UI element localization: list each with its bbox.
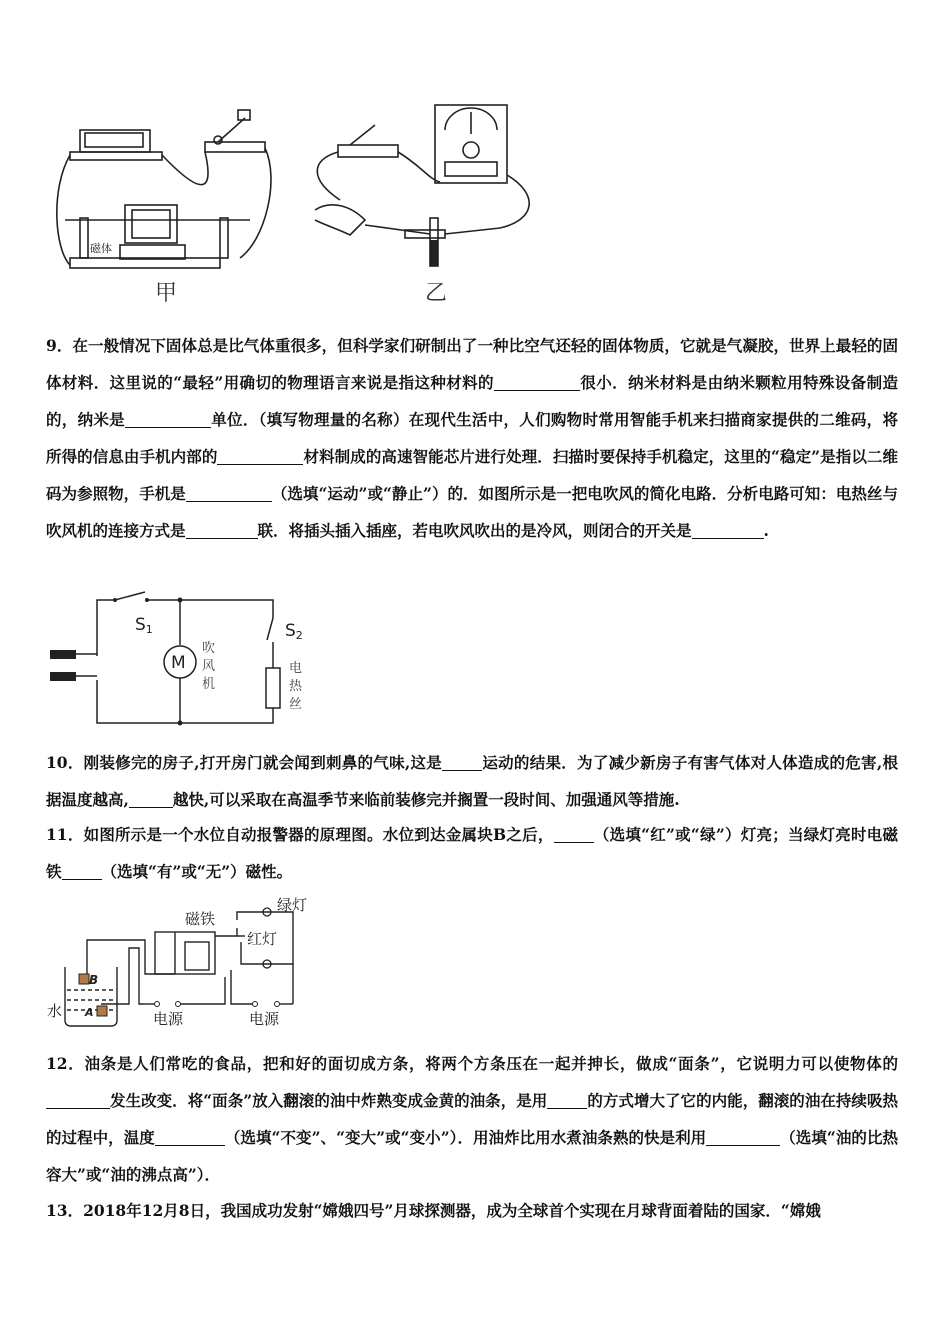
magnet-label: 磁体 [90, 242, 112, 255]
motor-label: M [171, 653, 186, 673]
q10-text-2: 运动的结果．为了减少新房子有害气体对人体造成的危害,根据温度越高, [46, 753, 898, 809]
q9-text-6: 联．将插头插入插座，若电吹风吹出的是冷风，则闭合的开关是 [257, 521, 692, 540]
q12-text-1: 12．油条是人们常吃的食品，把和好的面切成方条，将两个方条压在一起并抻长，做成“面条”，它说明力可以使物体的 [46, 1054, 898, 1073]
q9-text-3: 单位．（填写物理量的名称）在现代生活中，人们购物时常用智能手机来扫描商家提供的二维码，将所得的信息由手机内部的 [46, 410, 898, 466]
q9-blank-3[interactable] [217, 446, 303, 465]
q9-text-2: 很小．纳米材料是由纳米颗粒用特殊设备制造的，纳米是 [46, 373, 898, 429]
q9-blank-5[interactable] [186, 520, 258, 539]
q11-text-2: （选填“红”或“绿”）灯亮；当绿灯亮时电磁铁 [46, 825, 898, 881]
experiment-figure [40, 100, 560, 305]
q10-text-3: 越快,可以采取在高温季节来临前装修完并搁置一段时间、加强通风等措施. [172, 790, 680, 809]
question-10 [46, 744, 898, 818]
q12-text-2: 发生改变．将“面条”放入翻滚的油中炸熟变成金黄的油条，是用 [110, 1091, 548, 1110]
q9-blank-4[interactable] [186, 483, 272, 502]
fan-char-1: 吹 [202, 641, 216, 656]
water-alarm-circuit [45, 892, 325, 1032]
q9-text-7: . [763, 521, 769, 540]
q11-blank-1[interactable] [554, 824, 594, 843]
heater-char-1: 电 [289, 661, 303, 676]
q12-blank-4[interactable] [706, 1127, 780, 1146]
question-9 [46, 327, 898, 549]
question-11 [46, 816, 898, 890]
q12-text-4: （选填“不变”、“变大”或“变小”）．用油炸比用水煮油条熟的快是利用 [224, 1128, 707, 1147]
q12-blank-1[interactable] [46, 1090, 110, 1109]
q12-blank-3[interactable] [155, 1127, 225, 1146]
fan-char-3: 机 [202, 677, 216, 692]
q10-text-1: 10．刚装修完的房子,打开房门就会闻到刺鼻的气味,这是 [46, 753, 443, 772]
q9-blank-6[interactable] [692, 520, 764, 539]
q9-text-1: 9．在一般情况下固体总是比气体重很多，但科学家们研制出了一种比空气还轻的固体物质，它就是气凝胶，世界上最轻的固体材料．这里说的“最轻”用确切的物理语言来说是指这种材料的 [46, 336, 898, 392]
heater-char-2: 热 [289, 679, 303, 694]
water-label: 水 [47, 1002, 63, 1020]
q10-blank-2[interactable] [129, 789, 173, 808]
q11-blank-2[interactable] [62, 861, 102, 880]
block-a-label: A [85, 1006, 94, 1019]
switch-drawing [205, 110, 265, 152]
q11-text-1: 11．如图所示是一个水位自动报警器的原理图。水位到达金属块B之后， [46, 825, 554, 844]
power-source-1-label: 电源 [153, 1010, 184, 1028]
green-lamp-label: 绿灯 [277, 896, 308, 914]
q9-text-4: 材料制成的高速智能芯片进行处理．扫描时要保持手机稳定，这里的“稳定”是指以二维码为参照物，手机是 [46, 447, 898, 503]
q10-blank-1[interactable] [442, 752, 482, 771]
q12-text-5: （选填“油的比热容大”或“油的沸点高”）． [46, 1128, 898, 1184]
power-source-2-label: 电源 [249, 1010, 280, 1028]
q11-text-3: （选填“有”或“无”）磁性。 [101, 862, 293, 881]
q9-blank-1[interactable] [494, 372, 580, 391]
switch-s2-label: S2 [285, 621, 303, 642]
q12-blank-2[interactable] [547, 1090, 587, 1109]
red-lamp-label: 红灯 [247, 930, 278, 948]
q9-blank-2[interactable] [125, 409, 211, 428]
battery-drawing [70, 130, 162, 160]
q9-text-5: （选填“运动”或“静止”）的．如图所示是一把电吹风的简化电路．分析电路可知：电热丝与吹风机的连接方式是 [46, 484, 898, 540]
question-12 [46, 1045, 898, 1193]
heater-char-3: 丝 [289, 697, 303, 712]
block-b-label: B [89, 973, 99, 987]
switch-s1-label: S1 [135, 615, 153, 636]
galvanometer-drawing [435, 105, 507, 183]
figure-label-yi: 乙 [425, 281, 448, 305]
q12-text-3: 的方式增大了它的内能，翻滚的油在持续吸热的过程中，温度 [46, 1091, 898, 1147]
figure-label-jia: 甲 [155, 281, 178, 305]
q13-text-1: 13．2018年12月8日，我国成功发射“嫦娥四号”月球探测器，成为全球首个实现在月球背面着陆的国家．“嫦娥 [46, 1201, 821, 1220]
hair-dryer-circuit [45, 590, 315, 730]
electromagnet-label: 磁铁 [185, 910, 216, 928]
question-13 [46, 1192, 898, 1229]
fan-char-2: 风 [202, 659, 216, 674]
